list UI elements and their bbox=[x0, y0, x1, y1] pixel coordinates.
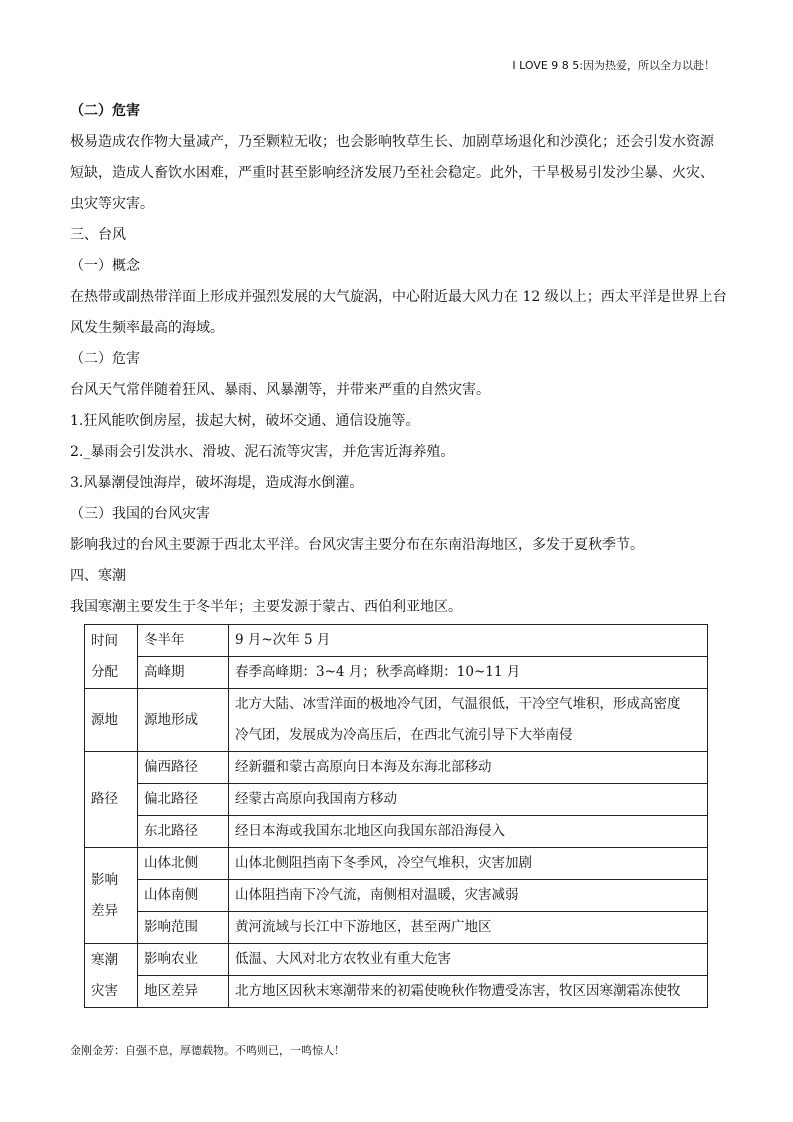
time-category-line-2: 分配 bbox=[91, 663, 118, 680]
china-typhoon-text: 影响我过的台风主要源于西北太平洋。台风灾害主要分布在东南沿海地区，多发于夏秋季节。 bbox=[70, 537, 644, 553]
drought-harm-line-1: 极易造成农作物大量减产，乃至颗粒无收；也会影响牧草生长、加剧草场退化和沙漠化；还会引发水资源 bbox=[70, 134, 714, 150]
impact-category-cell bbox=[85, 848, 138, 944]
cold-wave-intro: 我国寒潮主要发生于冬半年；主要发源于蒙古、西伯利亚地区。 bbox=[70, 599, 462, 615]
time-r2-sub: 高峰期 bbox=[138, 657, 229, 689]
table-row bbox=[85, 976, 708, 1008]
typhoon-heading: 三、台风 bbox=[70, 227, 126, 243]
drought-harm-line-2: 短缺，造成人畜饮水困难，严重时甚至影响经济发展乃至社会稳定。此外，干旱极易引发沙尘暴、火灾、 bbox=[70, 165, 714, 181]
path-r1-value: 经新疆和蒙古高原向日本海及东海北部移动 bbox=[229, 752, 708, 784]
table-row bbox=[85, 752, 708, 784]
impact-category-line-1: 影响 bbox=[91, 871, 118, 888]
impact-r1-sub: 山体北侧 bbox=[138, 848, 229, 880]
impact-r2-sub: 山体南侧 bbox=[138, 880, 229, 912]
impact-r3-sub: 影响范围 bbox=[138, 912, 229, 944]
disaster-r2-value: 北方地区因秋末寒潮带来的初霜使晚秋作物遭受冻害，牧区因寒潮霜冻使牧 bbox=[229, 976, 708, 1008]
table-row bbox=[85, 944, 708, 976]
source-category-cell: 源地 bbox=[85, 689, 138, 752]
source-value-line-2: 冷气团，发展成为冷高压后，在西北气流引导下大举南侵 bbox=[235, 727, 573, 743]
disaster-r1-value: 低温、大风对北方农牧业有重大危害 bbox=[229, 944, 708, 976]
table-row bbox=[85, 848, 708, 880]
impact-r1-value: 山体北侧阻挡南下冬季风，冷空气堆积，灾害加剧 bbox=[229, 848, 708, 880]
path-r3-value: 经日本海或我国东北地区向我国东部沿海侵入 bbox=[229, 816, 708, 848]
table-row bbox=[85, 689, 708, 752]
time-category-line-1: 时间 bbox=[91, 632, 118, 649]
table-row bbox=[85, 657, 708, 689]
source-value-line-1: 北方大陆、冰雪洋面的极地冷气团，气温很低，干冷空气堆积，形成高密度 bbox=[235, 696, 681, 712]
time-category-cell bbox=[85, 625, 138, 689]
time-r2-value: 春季高峰期：3~4 月；秋季高峰期：10~11 月 bbox=[229, 657, 708, 689]
table-row bbox=[85, 816, 708, 848]
header-motto: I LOVE 9 8 5:因为热爱，所以全力以赴！ bbox=[512, 59, 715, 72]
path-category-cell: 路径 bbox=[85, 752, 138, 848]
china-typhoon-heading: （三）我国的台风灾害 bbox=[70, 506, 210, 522]
disaster-r2-sub: 地区差异 bbox=[138, 976, 229, 1008]
time-r1-value: 9 月~次年 5 月 bbox=[229, 625, 708, 657]
typhoon-concept-heading: （一）概念 bbox=[70, 258, 140, 274]
document-body bbox=[70, 96, 727, 623]
table-row bbox=[85, 625, 708, 657]
typhoon-concept-line-1: 在热带或副热带洋面上形成并强烈发展的大气旋涡，中心附近最大风力在 12 级以上；西太平洋是世界上台 bbox=[70, 289, 727, 305]
impact-category-line-2: 差异 bbox=[91, 902, 118, 919]
typhoon-concept-line-2: 风发生频率最高的海域。 bbox=[70, 320, 224, 336]
path-r1-sub: 偏西路径 bbox=[138, 752, 229, 784]
table-row bbox=[85, 784, 708, 816]
impact-r2-value: 山体阻挡南下冷气流，南侧相对温暖，灾害减弱 bbox=[229, 880, 708, 912]
typhoon-harm-intro: 台风天气常伴随着狂风、暴雨、风暴潮等，并带来严重的自然灾害。 bbox=[70, 382, 490, 398]
table-row bbox=[85, 880, 708, 912]
time-r1-sub: 冬半年 bbox=[138, 625, 229, 657]
path-r2-sub: 偏北路径 bbox=[138, 784, 229, 816]
disaster-category-cell bbox=[85, 944, 138, 1008]
typhoon-harm-item-1: 1.狂风能吹倒房屋，拔起大树，破坏交通、通信设施等。 bbox=[70, 413, 420, 429]
table-row bbox=[85, 912, 708, 944]
disaster-category-line-2: 灾害 bbox=[91, 982, 118, 999]
typhoon-harm-heading: （二）危害 bbox=[70, 351, 140, 367]
path-r2-value: 经蒙古高原向我国南方移动 bbox=[229, 784, 708, 816]
typhoon-harm-item-3: 3.风暴潮侵蚀海岸，破坏海堤，造成海水倒灌。 bbox=[70, 475, 364, 491]
source-value bbox=[229, 689, 708, 752]
cold-wave-table bbox=[84, 624, 708, 1008]
path-r3-sub: 东北路径 bbox=[138, 816, 229, 848]
cold-wave-heading: 四、寒潮 bbox=[70, 568, 126, 584]
impact-r3-value: 黄河流域与长江中下游地区，甚至两广地区 bbox=[229, 912, 708, 944]
drought-harm-line-3: 虫灾等灾害。 bbox=[70, 196, 154, 212]
typhoon-harm-item-2: 2._暴雨会引发洪水、滑坡、泥石流等灾害，并危害近海养殖。 bbox=[70, 444, 455, 460]
footer-motto: 金刚金芳：自强不息，厚德载物。不鸣则已，一鸣惊人！ bbox=[70, 1044, 345, 1057]
source-sub: 源地形成 bbox=[138, 689, 229, 752]
disaster-category-line-1: 寒潮 bbox=[91, 951, 118, 968]
disaster-r1-sub: 影响农业 bbox=[138, 944, 229, 976]
drought-harm-heading: （二）危害 bbox=[70, 103, 140, 119]
